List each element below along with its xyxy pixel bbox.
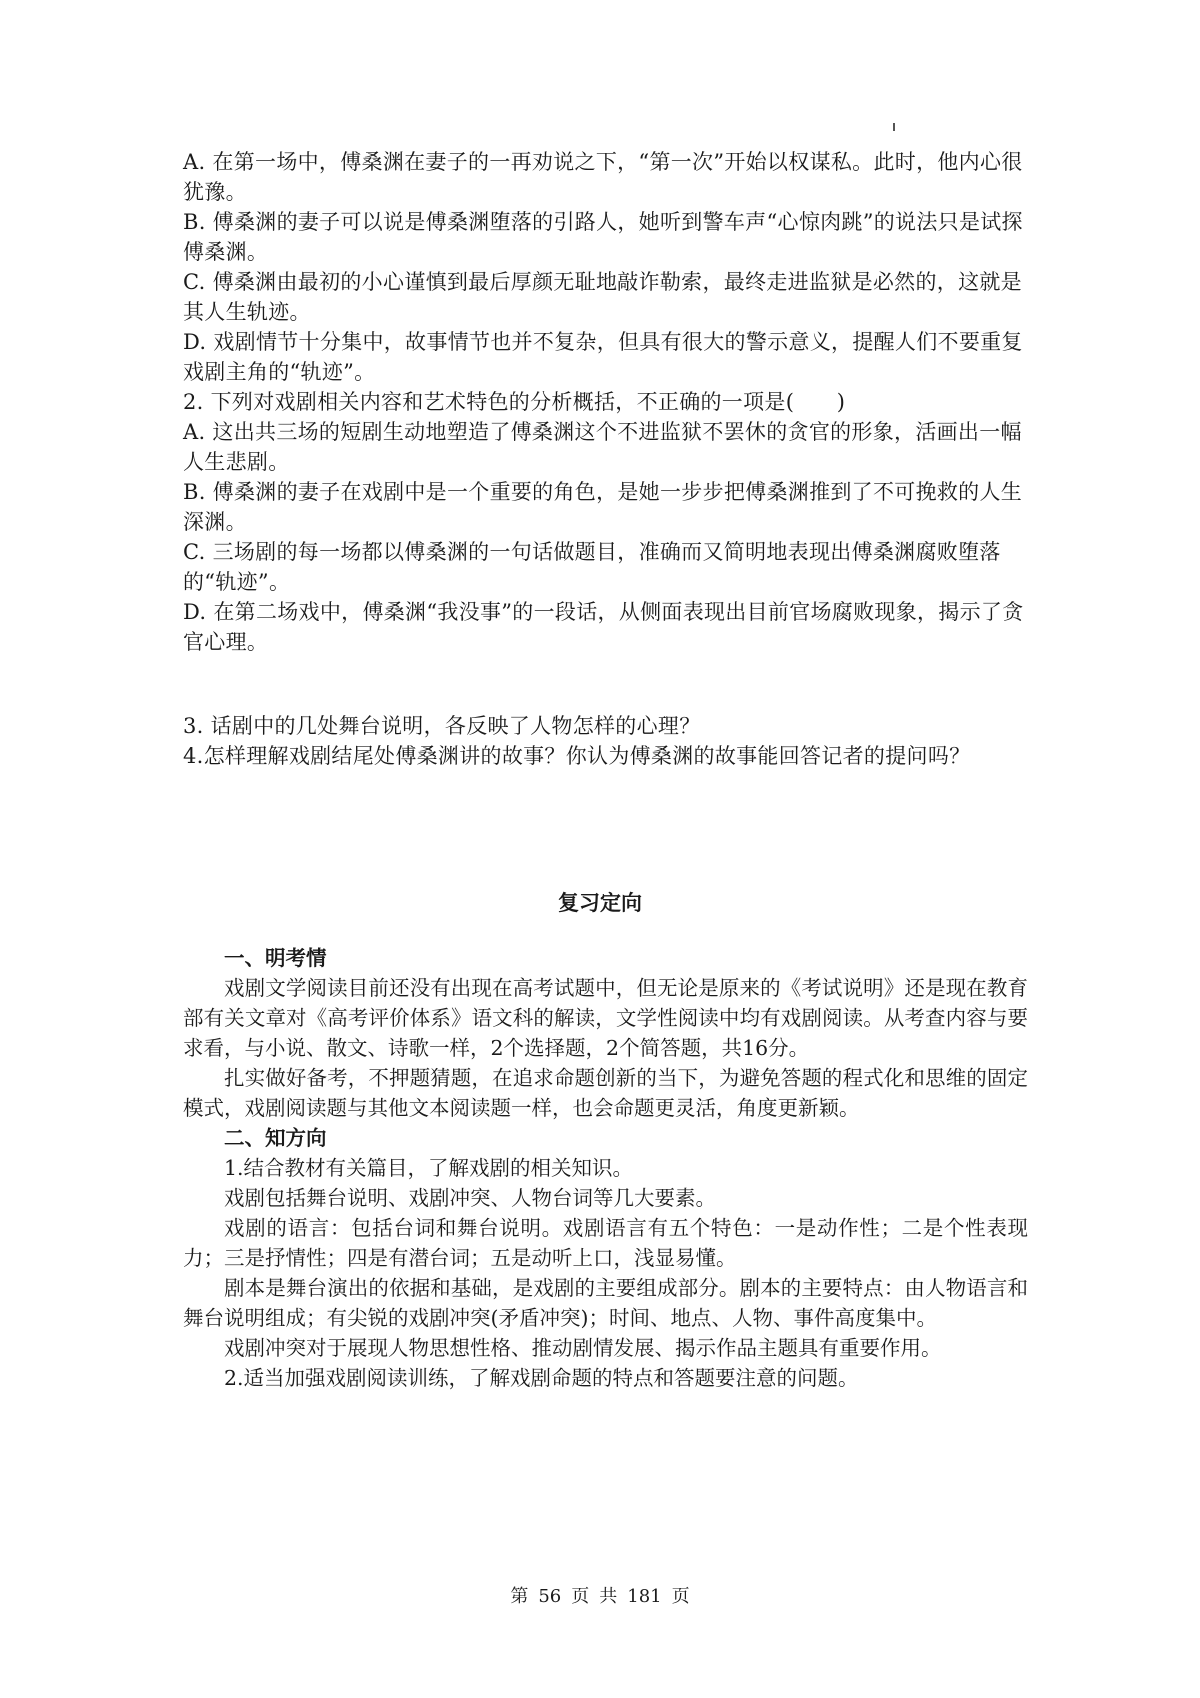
question-block-top bbox=[183, 147, 1028, 657]
total-page-number: 181 bbox=[627, 1586, 662, 1607]
header-mark bbox=[893, 123, 895, 131]
option-text: A. 在第一场中，傅桑渊在妻子的一再劝说之下，“第一次”开始以权谋私。此时，他内心很犹豫。 bbox=[183, 150, 1023, 204]
body-paragraph: 剧本是舞台演出的依据和基础，是戏剧的主要组成部分。剧本的主要特点：由人物语言和舞台说明组成；有尖锐的戏剧冲突(矛盾冲突)；时间、地点、人物、事件高度集中。 bbox=[183, 1276, 1028, 1330]
footer-page-word: 页 bbox=[571, 1586, 590, 1607]
section-title: 复习定向 bbox=[558, 891, 642, 915]
body-paragraph: 戏剧冲突对于展现人物思想性格、推动剧情发展、揭示作品主题具有重要作用。 bbox=[224, 1336, 942, 1360]
body-paragraph: 2.适当加强戏剧阅读训练，了解戏剧命题的特点和答题要注意的问题。 bbox=[224, 1366, 859, 1390]
option-text: C. 傅桑渊由最初的小心谨慎到最后厚颜无耻地敲诈勒索，最终走进监狱是必然的，这就是其人生轨迹。 bbox=[183, 270, 1022, 324]
body-paragraph: 戏剧包括舞台说明、戏剧冲突、人物台词等几大要素。 bbox=[224, 1186, 716, 1210]
body-paragraph: 扎实做好备考，不押题猜题，在追求命题创新的当下，为避免答题的程式化和思维的固定模式，戏剧阅读题与其他文本阅读题一样，也会命题更灵活，角度更新颖。 bbox=[183, 1066, 1028, 1120]
footer-prefix: 第 bbox=[510, 1586, 529, 1607]
subsection-heading: 二、知方向 bbox=[224, 1126, 327, 1150]
page-footer bbox=[0, 1582, 1200, 1608]
footer-suffix: 页 bbox=[671, 1586, 690, 1607]
question-stem: 4.怎样理解戏剧结尾处傅桑渊讲的故事？你认为傅桑渊的故事能回答记者的提问吗？ bbox=[183, 744, 971, 768]
option-text: A. 这出共三场的短剧生动地塑造了傅桑渊这个不进监狱不罢休的贪官的形象，活画出一幅人生悲剧。 bbox=[183, 420, 1022, 474]
option-text: B. 傅桑渊的妻子可以说是傅桑渊堕落的引路人，她听到警车声“心惊肉跳”的说法只是试探傅桑渊。 bbox=[183, 210, 1023, 264]
option-text: B. 傅桑渊的妻子在戏剧中是一个重要的角色，是她一步步把傅桑渊推到了不可挽救的人生深渊。 bbox=[183, 480, 1023, 534]
section-body bbox=[183, 943, 1028, 1393]
body-paragraph: 1.结合教材有关篇目，了解戏剧的相关知识。 bbox=[224, 1156, 634, 1180]
body-paragraph: 戏剧的语言：包括台词和舞台说明。戏剧语言有五个特色：一是动作性；二是个性表现力；三是抒情性；四是有潜台词；五是动听上口，浅显易懂。 bbox=[183, 1216, 1028, 1270]
body-paragraph: 戏剧文学阅读目前还没有出现在高考试题中，但无论是原来的《考试说明》还是现在教育部有关文章对《高考评价体系》语文科的解读，文学性阅读中均有戏剧阅读。从考查内容与要求看，与小说、散文、诗歌一样，2个选择题，2个简答题，共16分。 bbox=[183, 976, 1028, 1060]
question-stem: 3. 话剧中的几处舞台说明，各反映了人物怎样的心理？ bbox=[183, 714, 701, 738]
option-text: D. 戏剧情节十分集中，故事情节也并不复杂，但具有很大的警示意义，提醒人们不要重复戏剧主角的“轨迹”。 bbox=[183, 330, 1023, 384]
subsection-heading: 一、明考情 bbox=[224, 946, 327, 970]
current-page-number: 56 bbox=[538, 1586, 562, 1607]
option-text: D. 在第二场戏中，傅桑渊“我没事”的一段话，从侧面表现出目前官场腐败现象，揭示了贪官心理。 bbox=[183, 600, 1024, 654]
question-block-bottom bbox=[183, 711, 1028, 771]
footer-total-word: 共 bbox=[599, 1586, 618, 1607]
option-text: C. 三场剧的每一场都以傅桑渊的一句话做题目，准确而又简明地表现出傅桑渊腐败堕落的“轨迹”。 bbox=[183, 540, 1001, 594]
question-stem: 2. 下列对戏剧相关内容和艺术特色的分析概括，不正确的一项是( ) bbox=[183, 390, 846, 414]
